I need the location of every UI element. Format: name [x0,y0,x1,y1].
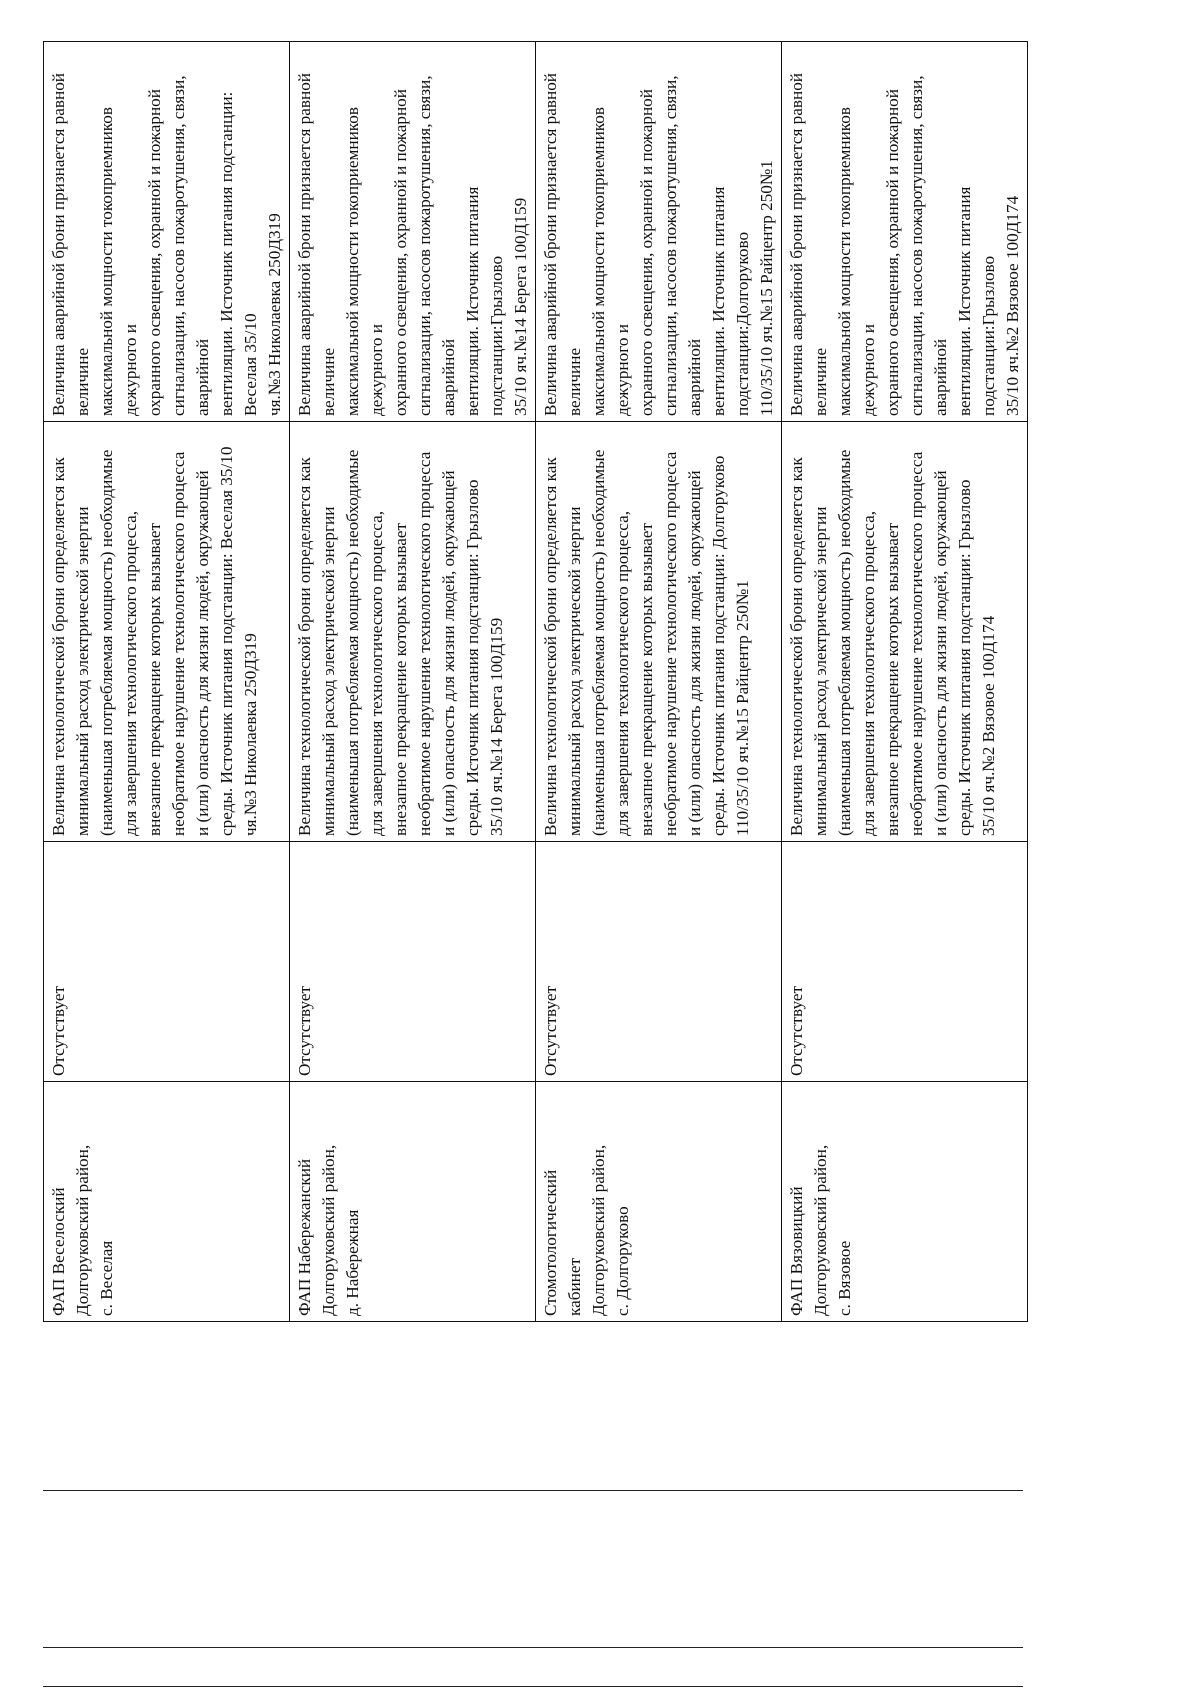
facility-cell: ФАП Веселоский Долгоруковский район, с. Веселая [44,1082,290,1322]
facility-cell: ФАП Вязовицкий Долгоруковский район, с. Вязовое [782,1082,1028,1322]
tech-armor-desc-cell: Величина технологической брони определяется как минимальный расход электрической энергии (наименьшая потребляемая мощность) необходимые для завершения технологического процесса, внезапное прекращение которых вызывает необратимое нарушение технологического процесса и (или) опасность для жизни людей, окружающей среды. Источник питания подстанции: Грызлово 35/10 яч.№14 Берега 100Д159 [290,422,536,842]
tech-armor-desc-cell: Величина технологической брони определяется как минимальный расход электрической энергии (наименьшая потребляемая мощность) необходимые для завершения технологического процесса, внезапное прекращение которых вызывает необратимое нарушение технологического процесса и (или) опасность для жизни людей, окружающей среды. Источник питания подстанции: Грызлово 35/10 яч.№2 Вязовое 100Д174 [782,422,1028,842]
rotated-table-block [43,42,1022,1322]
tech-armor-desc-cell: Величина технологической брони определяется как минимальный расход электрической энергии (наименьшая потребляемая мощность) необходимые для завершения технологического процесса, внезапное прекращение которых вызывает необратимое нарушение технологического процесса и (или) опасность для жизни людей, окружающей среды. Источник питания подстанции: Долгоруково 110/35/10 яч.№15 Райцентр 250№1 [536,422,782,842]
emergency-armor-desc-cell: Величина аварийной брони признается равной величине максимальной мощности токоприемников дежурного и охранного освещения, охранной и пожарной сигнализации, насосов пожаротушения, связи, аварийной вентиляции. Источник питания подстанции: Веселая 35/10 чя.№3 Николаевка 250Д319 [44,42,290,422]
tech-armor-value-cell: Отсутствует [536,842,782,1082]
tech-armor-value-cell: Отсутствует [782,842,1028,1082]
table-row [536,42,782,1322]
facility-cell: Стомотологический кабинет Долгоруковский район, с. Долгоруково [536,1082,782,1322]
emergency-armor-desc-cell: Величина аварийной брони признается равной величине максимальной мощности токоприемников дежурного и охранного освещения, охранной и пожарной сигнализации, насосов пожаротушения, связи, аварийной вентиляции. Источник питания подстанции:Долгоруково 110/35/10 яч.№15 Райцентр 250№1 [536,42,782,422]
table-row [44,42,290,1322]
tech-armor-desc-cell: Величина технологической брони определяется как минимальный расход электрической энергии (наименьшая потребляемая мощность) необходимые для завершения технологического процесса, внезапное прекращение которых вызывает необратимое нарушение технологического процесса и (или) опасность для жизни людей, окружающей среды. Источник питания подстанции: Веселая 35/10 чя.№3 Николаевка 250Д319 [44,422,290,842]
tech-armor-value-cell: Отсутствует [290,842,536,1082]
tech-armor-value-cell: Отсутствует [44,842,290,1082]
table-row [290,42,536,1322]
separator-line [43,1647,1023,1648]
power-reserve-table [43,41,1028,1322]
separator-line [43,1490,1023,1491]
separator-line [43,1686,1023,1687]
table-row [782,42,1028,1322]
facility-cell: ФАП Набережанский Долгоруковский район, д. Набережная [290,1082,536,1322]
emergency-armor-desc-cell: Величина аварийной брони признается равной величине максимальной мощности токоприемников дежурного и охранного освещения, охранной и пожарной сигнализации, насосов пожаротушения, связи, аварийной вентиляции. Источник питания подстанции:Грызлово 35/10 яч.№14 Берега 100Д159 [290,42,536,422]
emergency-armor-desc-cell: Величина аварийной брони признается равной величине максимальной мощности токоприемников дежурного и охранного освещения, охранной и пожарной сигнализации, насосов пожаротушения, связи, аварийной вентиляции. Источник питания подстанции:Грызлово 35/10 яч.№2 Вязовое 100Д174 [782,42,1028,422]
